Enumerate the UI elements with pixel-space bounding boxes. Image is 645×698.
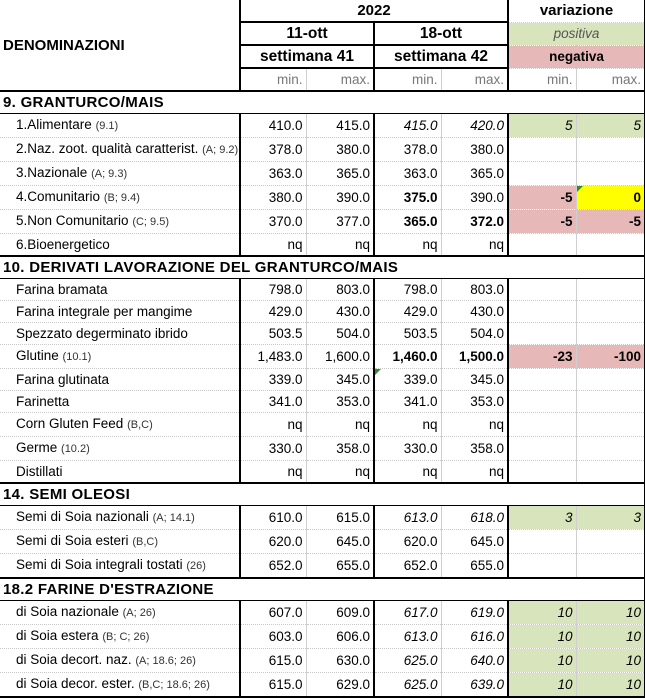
price-cell: 630.0 [306, 649, 374, 673]
row-label [0, 279, 240, 301]
row-label-code: (B; 9.4) [103, 192, 140, 204]
table-row [0, 673, 645, 698]
section-spacer [576, 483, 645, 506]
min-header: min. [240, 68, 306, 91]
variation-cell [508, 530, 576, 554]
price-cell: 330.0 [240, 437, 306, 461]
row-label-code: (B,C; 18.6; 26) [138, 679, 210, 691]
legend-positive: positiva [508, 22, 645, 45]
price-cell: 430.0 [306, 301, 374, 323]
price-cell: 504.0 [441, 323, 508, 345]
section-title: 10. DERIVATI LAVORAZIONE DEL GRANTURCO/MAIS [0, 256, 508, 279]
price-cell: 503.5 [240, 323, 306, 345]
row-label-text: Glutine [16, 348, 59, 363]
section-spacer [576, 578, 645, 601]
row-label [0, 114, 240, 138]
price-cell: 341.0 [240, 391, 306, 413]
section-title: 14. SEMI OLEOSI [0, 483, 508, 506]
price-cell: 625.0 [374, 673, 441, 698]
denominazioni-header: DENOMINAZIONI [0, 0, 240, 91]
row-label-code: (B,C) [127, 419, 153, 431]
row-label [0, 413, 240, 437]
row-label [0, 649, 240, 673]
table-row [0, 413, 645, 437]
price-cell: 339.0 [240, 369, 306, 391]
row-label [0, 234, 240, 257]
price-cell: 603.0 [240, 625, 306, 649]
table-row [0, 162, 645, 186]
price-cell: 645.0 [306, 530, 374, 554]
price-cell: 803.0 [441, 279, 508, 301]
row-label-code: (A; 18.6; 26) [135, 655, 196, 667]
section-header [0, 578, 645, 601]
table-row [0, 301, 645, 323]
price-cell: 380.0 [240, 186, 306, 210]
price-cell: nq [374, 461, 441, 484]
price-cell: 380.0 [306, 138, 374, 162]
price-cell: 620.0 [374, 530, 441, 554]
price-cell: 380.0 [441, 138, 508, 162]
table-row [0, 114, 645, 138]
table-row [0, 506, 645, 530]
variation-cell [508, 461, 576, 484]
row-label-code: (B,C) [132, 536, 158, 548]
date-week41: 11-ott [240, 22, 374, 45]
price-cell: 613.0 [374, 506, 441, 530]
price-cell: 655.0 [441, 554, 508, 579]
variation-cell [576, 437, 645, 461]
max-header: max. [441, 68, 508, 91]
price-cell: 803.0 [306, 279, 374, 301]
table-row [0, 437, 645, 461]
price-cell: 655.0 [306, 554, 374, 579]
price-cell: 363.0 [240, 162, 306, 186]
variation-cell: 0 [576, 186, 645, 210]
row-label-text: Farina glutinata [16, 372, 110, 387]
row-label-code: (B; C; 26) [102, 631, 150, 643]
row-label-code: (A; 9.3) [91, 168, 128, 180]
variation-cell: 10 [576, 601, 645, 625]
price-cell: 798.0 [374, 279, 441, 301]
table-row [0, 138, 645, 162]
variation-cell [576, 234, 645, 257]
row-label-text: Distillati [16, 464, 63, 479]
price-cell: nq [374, 413, 441, 437]
price-cell: 1,600.0 [306, 345, 374, 369]
price-cell: 1,460.0 [374, 345, 441, 369]
row-label-text: Corn Gluten Feed [16, 416, 124, 431]
row-label-text: Germe [16, 440, 58, 455]
price-cell: 429.0 [240, 301, 306, 323]
price-cell: 606.0 [306, 625, 374, 649]
price-cell: nq [306, 234, 374, 257]
price-cell: 363.0 [374, 162, 441, 186]
price-cell: 504.0 [306, 323, 374, 345]
section-spacer [508, 256, 576, 279]
variation-cell [576, 391, 645, 413]
price-cell: 365.0 [441, 162, 508, 186]
variation-cell [508, 323, 576, 345]
price-cell: 610.0 [240, 506, 306, 530]
row-label [0, 345, 240, 369]
price-cell: 372.0 [441, 210, 508, 234]
row-label-code: (10.1) [62, 351, 92, 363]
variation-cell: 3 [508, 506, 576, 530]
section-spacer [508, 91, 576, 114]
price-cell: nq [240, 461, 306, 484]
variation-cell: -5 [508, 186, 576, 210]
var-min-header: min. [508, 68, 576, 91]
price-cell: nq [240, 234, 306, 257]
min-header: min. [374, 68, 441, 91]
variation-cell [576, 369, 645, 391]
price-cell: 798.0 [240, 279, 306, 301]
price-cell: 430.0 [441, 301, 508, 323]
variation-cell: 10 [576, 673, 645, 698]
variation-cell [576, 279, 645, 301]
table-row [0, 554, 645, 579]
price-cell: 652.0 [374, 554, 441, 579]
table-row [0, 601, 645, 625]
price-cell: 429.0 [374, 301, 441, 323]
row-label [0, 138, 240, 162]
row-label-text: 6.Bioenergetico [16, 237, 110, 252]
row-label-text: 3.Nazionale [16, 165, 88, 180]
row-label [0, 601, 240, 625]
week42-header: settimana 42 [374, 45, 508, 68]
variation-cell: 10 [508, 673, 576, 698]
row-label-text: Semi di Soia nazionali [16, 509, 149, 524]
variation-cell [576, 413, 645, 437]
price-cell: nq [441, 461, 508, 484]
variation-cell [508, 301, 576, 323]
price-cell: nq [441, 413, 508, 437]
price-cell: 358.0 [306, 437, 374, 461]
row-label-code: (A; 26) [122, 607, 156, 619]
table-row [0, 649, 645, 673]
price-cell: 640.0 [441, 649, 508, 673]
row-label [0, 391, 240, 413]
price-cell: 353.0 [441, 391, 508, 413]
section-header [0, 483, 645, 506]
row-label-code: (A; 14.1) [152, 512, 195, 524]
row-label-text: di Soia decor. ester. [16, 676, 135, 691]
variation-cell: 3 [576, 506, 645, 530]
price-cell: 378.0 [374, 138, 441, 162]
price-cell: 625.0 [374, 649, 441, 673]
section-spacer [576, 256, 645, 279]
price-cell: 415.0 [306, 114, 374, 138]
variation-cell [576, 323, 645, 345]
price-cell: 503.5 [374, 323, 441, 345]
price-cell: 415.0 [374, 114, 441, 138]
price-cell: 330.0 [374, 437, 441, 461]
variation-cell: -100 [576, 345, 645, 369]
variation-cell [508, 437, 576, 461]
price-cell: 341.0 [374, 391, 441, 413]
price-cell: 390.0 [306, 186, 374, 210]
table-row [0, 279, 645, 301]
variation-cell: 5 [576, 114, 645, 138]
table-row [0, 391, 645, 413]
variation-cell [508, 234, 576, 257]
table-row [0, 186, 645, 210]
price-cell: 1,483.0 [240, 345, 306, 369]
table-row [0, 234, 645, 257]
variation-cell [576, 301, 645, 323]
row-label-text: Farinetta [16, 394, 70, 409]
price-cell: nq [441, 234, 508, 257]
section-spacer [508, 483, 576, 506]
row-label-text: 2.Naz. zoot. qualità caratterist. [16, 141, 199, 156]
price-cell: nq [240, 413, 306, 437]
max-header: max. [306, 68, 374, 91]
variation-cell: -23 [508, 345, 576, 369]
price-cell: 365.0 [374, 210, 441, 234]
price-cell: 410.0 [240, 114, 306, 138]
price-cell: 390.0 [441, 186, 508, 210]
price-cell: 1,500.0 [441, 345, 508, 369]
variation-cell: 10 [508, 601, 576, 625]
row-label-text: Farina bramata [16, 282, 108, 297]
row-label [0, 530, 240, 554]
date-week42: 18-ott [374, 22, 508, 45]
variation-cell [576, 461, 645, 484]
variation-cell [576, 138, 645, 162]
row-label-code: (A; 9.2) [202, 144, 239, 156]
price-cell: 345.0 [441, 369, 508, 391]
table-row [0, 625, 645, 649]
table-row [0, 530, 645, 554]
table-row [0, 461, 645, 484]
price-cell: 652.0 [240, 554, 306, 579]
price-cell: 353.0 [306, 391, 374, 413]
price-cell: 618.0 [441, 506, 508, 530]
variation-cell [508, 162, 576, 186]
row-label-text: Spezzato degerminato ibrido [16, 326, 188, 341]
section-title: 9. GRANTURCO/MAIS [0, 91, 508, 114]
price-cell: 629.0 [306, 673, 374, 698]
price-cell: 619.0 [441, 601, 508, 625]
row-label-code: (10.2) [61, 443, 90, 455]
section-header [0, 91, 645, 114]
section-spacer [576, 91, 645, 114]
price-cell: 365.0 [306, 162, 374, 186]
row-label-text: Semi di Soia integrali tostati [16, 557, 183, 572]
row-label [0, 673, 240, 698]
variation-cell [508, 391, 576, 413]
price-cell: 613.0 [374, 625, 441, 649]
row-label-text: 1.Alimentare [16, 117, 92, 132]
price-cell: 420.0 [441, 114, 508, 138]
variation-cell: 5 [508, 114, 576, 138]
price-cell: 377.0 [306, 210, 374, 234]
section-header [0, 256, 645, 279]
variation-cell: 10 [576, 649, 645, 673]
price-cell: 617.0 [374, 601, 441, 625]
year-header: 2022 [240, 0, 508, 22]
variation-cell [576, 554, 645, 579]
row-label [0, 162, 240, 186]
row-label [0, 461, 240, 484]
variation-cell [576, 162, 645, 186]
variation-cell [508, 369, 576, 391]
row-label [0, 554, 240, 579]
price-cell: 645.0 [441, 530, 508, 554]
row-label-text: Farina integrale per mangime [16, 304, 193, 319]
variation-cell [508, 138, 576, 162]
row-label-text: di Soia decort. naz. [16, 652, 132, 667]
price-cell: 339.0 [374, 369, 441, 391]
row-label-text: 5.Non Comunitario [16, 213, 129, 228]
variation-cell: 10 [576, 625, 645, 649]
variation-cell: -5 [576, 210, 645, 234]
variation-cell [508, 279, 576, 301]
row-label [0, 437, 240, 461]
variation-cell: 10 [508, 649, 576, 673]
variazione-header: variazione [508, 0, 645, 22]
row-label-text: di Soia estera [16, 628, 99, 643]
price-cell: 378.0 [240, 138, 306, 162]
section-spacer [508, 578, 576, 601]
legend-negative: negativa [508, 45, 645, 68]
price-cell: 345.0 [306, 369, 374, 391]
price-cell: nq [374, 234, 441, 257]
row-label [0, 625, 240, 649]
price-cell: 620.0 [240, 530, 306, 554]
variation-cell: -5 [508, 210, 576, 234]
section-title: 18.2 FARINE D'ESTRAZIONE [0, 578, 508, 601]
row-label [0, 210, 240, 234]
table-row [0, 323, 645, 345]
row-label-text: di Soia nazionale [16, 604, 119, 619]
price-cell: 639.0 [441, 673, 508, 698]
price-cell: 609.0 [306, 601, 374, 625]
header-row-year [0, 0, 645, 22]
price-cell: 615.0 [240, 649, 306, 673]
price-cell: 358.0 [441, 437, 508, 461]
week41-header: settimana 41 [240, 45, 374, 68]
row-label [0, 301, 240, 323]
price-cell: 607.0 [240, 601, 306, 625]
row-label-code: (9.1) [95, 120, 119, 132]
row-label [0, 506, 240, 530]
variation-cell: 10 [508, 625, 576, 649]
var-max-header: max. [576, 68, 645, 91]
price-cell: 375.0 [374, 186, 441, 210]
variation-cell [576, 530, 645, 554]
row-label [0, 369, 240, 391]
price-cell: 615.0 [306, 506, 374, 530]
variation-cell [508, 554, 576, 579]
row-label-code: (26) [186, 560, 206, 572]
variation-cell [508, 413, 576, 437]
row-label-text: Semi di Soia esteri [16, 533, 129, 548]
price-cell: nq [306, 413, 374, 437]
table-row [0, 369, 645, 391]
price-cell: 615.0 [240, 673, 306, 698]
row-label-text: 4.Comunitario [16, 189, 101, 204]
row-label [0, 323, 240, 345]
price-cell: nq [306, 461, 374, 484]
table-row [0, 345, 645, 369]
price-cell: 616.0 [441, 625, 508, 649]
table-row [0, 210, 645, 234]
row-label-code: (C; 9.5) [132, 216, 170, 228]
price-cell: 370.0 [240, 210, 306, 234]
row-label [0, 186, 240, 210]
